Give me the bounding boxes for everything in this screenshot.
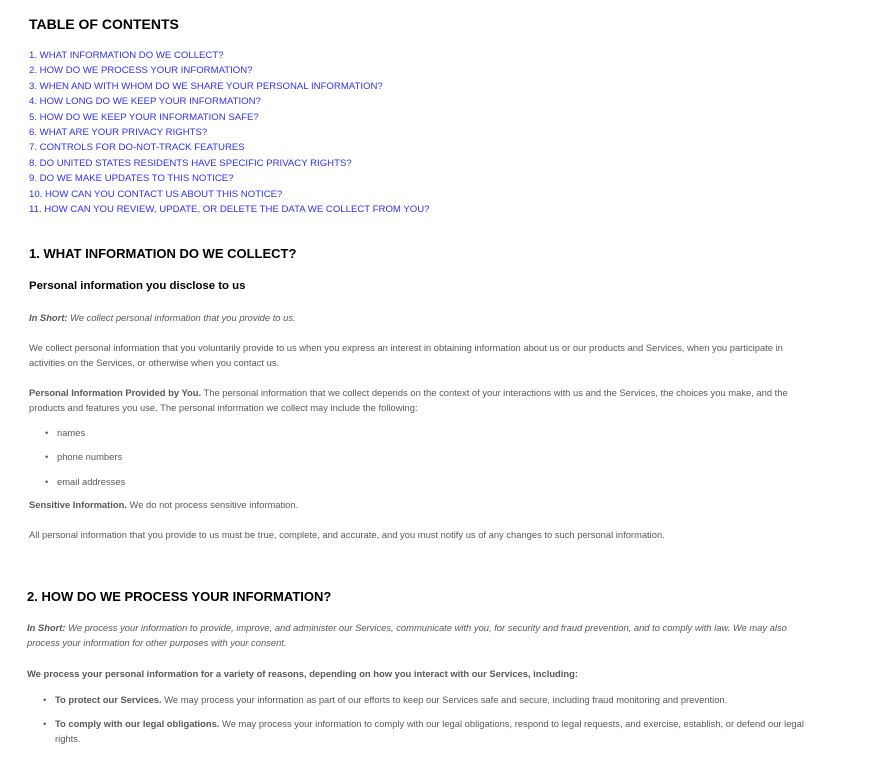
in-short-label: In Short:	[27, 622, 66, 633]
toc-item	[29, 188, 430, 203]
toc-list	[29, 49, 430, 218]
toc-title: TABLE OF CONTENTS	[29, 16, 179, 32]
toc-link-3[interactable]: 3. WHEN AND WITH WHOM DO WE SHARE YOUR PERSONAL INFORMATION?	[29, 80, 383, 92]
toc-link-4[interactable]: 4. HOW LONG DO WE KEEP YOUR INFORMATION?	[29, 96, 261, 108]
toc-item	[29, 126, 430, 141]
toc-link-6[interactable]: 6. WHAT ARE YOUR PRIVACY RIGHTS?	[29, 126, 208, 138]
in-short-label: In Short:	[29, 312, 68, 323]
toc-item	[29, 141, 430, 156]
toc-link-2[interactable]: 2. HOW DO WE PROCESS YOUR INFORMATION?	[29, 65, 253, 77]
in-short-text: We collect personal information that you provide to us.	[70, 312, 296, 323]
list-item: • phone numbers	[57, 451, 125, 475]
sensitive-label: Sensitive Information.	[29, 499, 127, 510]
section-1-heading: 1. WHAT INFORMATION DO WE COLLECT?	[29, 246, 297, 261]
bullet-text: We may process your information as part of our efforts to keep our Services safe and secure, including fraud monitoring and prevention.	[164, 694, 728, 705]
toc-item	[29, 80, 430, 95]
section-1-subheading: Personal information you disclose to us	[29, 280, 246, 292]
section-1-accuracy: All personal information that you provide to us must be true, complete, and accurate, and you must notify us of any changes to such personal information.	[29, 529, 665, 540]
section-2-list	[55, 692, 815, 747]
provided-text: The personal information that we collect depends on the context of your interactions with us and the Services, the choices you make, and the products and features you use. The personal information we collect may include the following:	[29, 387, 788, 414]
toc-link-9[interactable]: 9. DO WE MAKE UPDATES TO THIS NOTICE?	[29, 173, 234, 185]
section-1-list	[57, 427, 125, 500]
toc-item	[29, 157, 430, 172]
in-short-text: We process your information to provide, improve, and administer our Services, communicate with you, for security and fraud prevention, and to comply with law. We may also process your information for other purposes with your consent.	[27, 622, 787, 649]
toc-link-7[interactable]: 7. CONTROLS FOR DO-NOT-TRACK FEATURES	[29, 142, 245, 154]
list-item: • names	[57, 427, 125, 451]
bullet-text: We may process your information to comply with our legal obligations, respond to legal requests, and exercise, establish, or defend our legal rights.	[55, 718, 804, 745]
toc-link-11[interactable]: 11. HOW CAN YOU REVIEW, UPDATE, OR DELETE THE DATA WE COLLECT FROM YOU?	[29, 203, 430, 215]
section-1-paragraph: We collect personal information that you voluntarily provide to us when you express an interest in obtaining information about us or our products and Services, when you participate in activities on the Services, or otherwise when you contact us.	[29, 342, 783, 369]
list-item	[55, 716, 815, 747]
toc-item	[29, 172, 430, 187]
toc-link-1[interactable]: 1. WHAT INFORMATION DO WE COLLECT?	[29, 50, 224, 61]
toc-item	[29, 203, 430, 218]
bullet-label: To protect our Services.	[55, 694, 162, 705]
section-1-in-short	[29, 310, 829, 325]
toc-link-5[interactable]: 5. HOW DO WE KEEP YOUR INFORMATION SAFE?	[29, 111, 259, 123]
toc-item	[29, 64, 430, 79]
section-1-sensitive	[29, 497, 829, 512]
toc-link-8[interactable]: 8. DO UNITED STATES RESIDENTS HAVE SPECIFIC PRIVACY RIGHTS?	[29, 157, 352, 169]
bullet-label: To comply with our legal obligations.	[55, 718, 220, 729]
toc-item	[29, 49, 430, 64]
section-1-provided	[29, 385, 799, 416]
provided-label: Personal Information Provided by You.	[29, 387, 202, 398]
toc-item	[29, 95, 430, 110]
toc-link-10[interactable]: 10. HOW CAN YOU CONTACT US ABOUT THIS NOTICE?	[29, 188, 283, 200]
toc-item	[29, 111, 430, 126]
section-2-intro: We process your personal information for a variety of reasons, depending on how you interact with our Services, including:	[27, 668, 578, 679]
list-item	[55, 692, 815, 716]
list-item: • email addresses	[57, 476, 125, 500]
section-2-in-short	[27, 620, 802, 651]
section-2-heading: 2. HOW DO WE PROCESS YOUR INFORMATION?	[27, 589, 332, 604]
sensitive-text: We do not process sensitive information.	[129, 499, 299, 510]
